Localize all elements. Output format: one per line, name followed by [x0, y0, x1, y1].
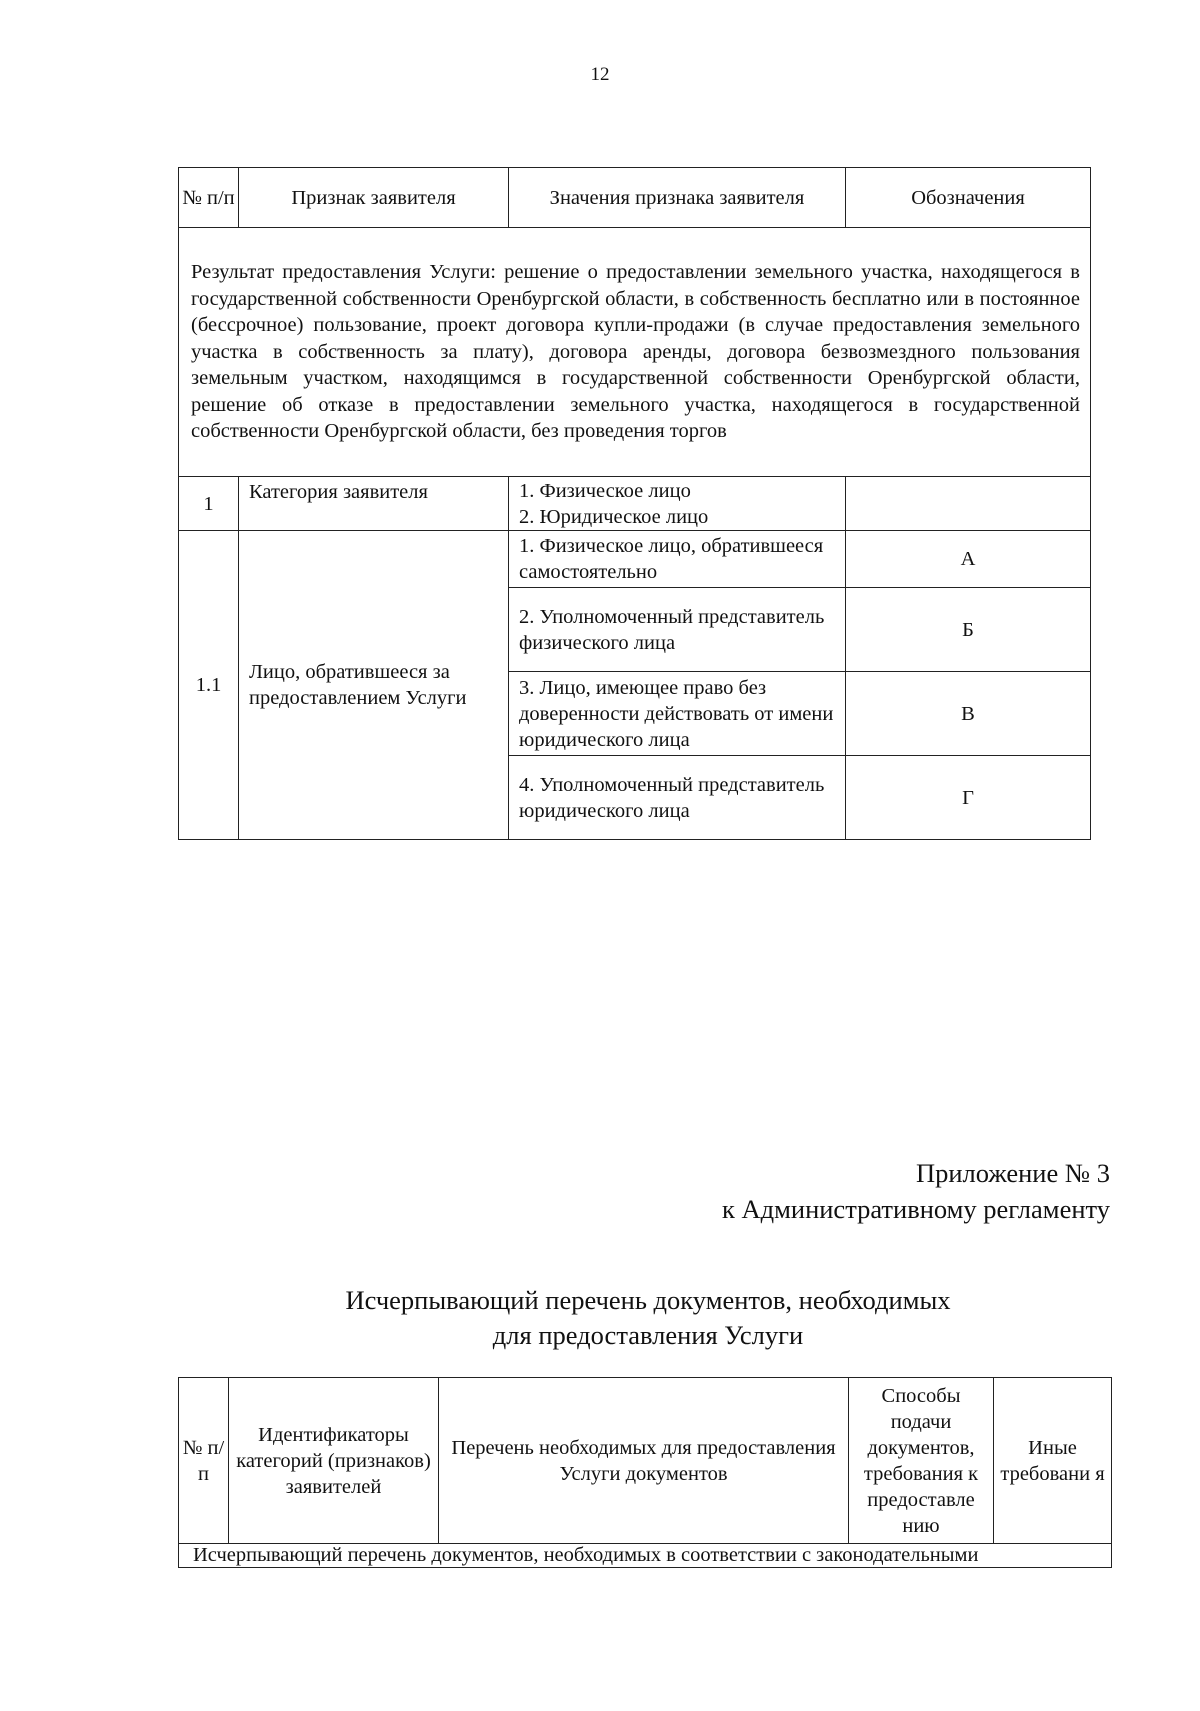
page-title: [0, 1283, 1200, 1353]
header-codes: Обозначения: [846, 168, 1091, 228]
title-line: Исчерпывающий перечень документов, необходимых: [345, 1285, 951, 1315]
value-item: 1. Физическое лицо, обратившееся самостоятельно: [509, 531, 846, 588]
appendix-reference: к Административному регламенту: [722, 1194, 1110, 1224]
header-other: Иные требовани я: [994, 1378, 1112, 1544]
code-item: А: [846, 531, 1091, 588]
table-row: [179, 477, 1091, 531]
header-attribute: Признак заявителя: [239, 168, 509, 228]
result-text: Результат предоставления Услуги: решение о предоставлении земельного участка, находящегося в государственной собственности Оренбургской области, в собственность бесплатно или в постоянное (бессрочное) пользование, проект договора купли-продажи (в случае предоставления земельного участка в собственность за плату), договора аренды, договора безвозмездного пользования земельным участком, находящимся в государственной собственности Оренбургской области, решение об отказе в предоставлении земельного участка, находящегося в государственной собственности Оренбургской области, без проведения торгов: [179, 228, 1091, 477]
applicant-attributes-table: [178, 167, 1091, 840]
appendix-heading: [722, 1155, 1110, 1227]
header-identifiers: Идентификаторы категорий (признаков) заявителей: [229, 1378, 439, 1544]
value-item: 1. Физическое лицо: [519, 479, 691, 502]
appendix-number: Приложение № 3: [915, 1158, 1110, 1188]
value-item: 3. Лицо, имеющее право без доверенности действовать от имени юридического лица: [509, 672, 846, 756]
row-attribute: Категория заявителя: [239, 477, 509, 531]
title-line: для предоставления Услуги: [492, 1320, 804, 1350]
table-row: [179, 531, 1091, 588]
table-header-row: [179, 1378, 1112, 1544]
page-number: 12: [590, 64, 610, 85]
code-item: Г: [846, 756, 1091, 840]
header-values: Значения признака заявителя: [509, 168, 846, 228]
row-attribute: Лицо, обратившееся за предоставлением Услуги: [239, 531, 509, 840]
value-item: 4. Уполномоченный представитель юридического лица: [509, 756, 846, 840]
row-num: 1: [179, 477, 239, 531]
documents-table: [178, 1377, 1112, 1568]
code-item: Б: [846, 588, 1091, 672]
row-num: 1.1: [179, 531, 239, 840]
header-methods: Способы подачи документов, требования к предоставле нию: [849, 1378, 994, 1544]
header-num: № п/п: [179, 168, 239, 228]
value-item: 2. Уполномоченный представитель физического лица: [509, 588, 846, 672]
table-header-row: [179, 168, 1091, 228]
result-row: [179, 228, 1091, 477]
row-code: [846, 477, 1091, 531]
subheader-row: [179, 1544, 1112, 1568]
code-item: В: [846, 672, 1091, 756]
value-item: 2. Юридическое лицо: [519, 505, 709, 528]
header-num: № п/ п: [179, 1378, 229, 1544]
subheader-text: Исчерпывающий перечень документов, необходимых в соответствии с законодательными: [179, 1544, 1112, 1568]
header-documents: Перечень необходимых для предоставления Услуги документов: [439, 1378, 849, 1544]
row-values: [509, 477, 846, 531]
